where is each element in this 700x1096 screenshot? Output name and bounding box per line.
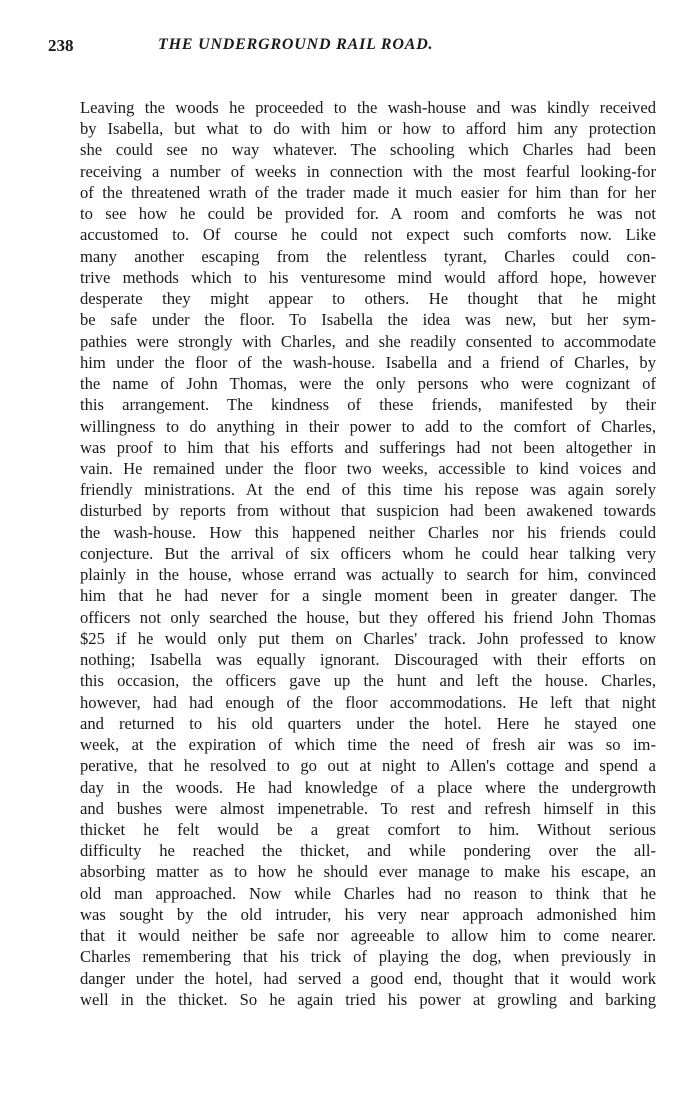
- text-line: [80, 607, 656, 628]
- body-text: [80, 97, 656, 1010]
- text-line-content: vain. He remained under the floor two weeks, accessible to kind voices and: [80, 458, 656, 478]
- text-line-content: difficulty he reached the thicket, and while pondering over the all-: [80, 841, 656, 861]
- text-line-content: and bushes were almost impenetrable. To rest and refresh himself in this: [80, 798, 656, 818]
- text-line-content: thicket he felt would be a great comfort to him. Without serious: [80, 819, 656, 839]
- text-line-content: was proof to him that his efforts and sufferings had not been altogether in: [80, 437, 656, 457]
- text-line-content: absorbing matter as to how he should ever manage to make his escape, an: [80, 862, 656, 882]
- text-line: [80, 224, 656, 245]
- text-line-content: officers not only searched the house, but they offered his friend John Thomas: [80, 607, 656, 627]
- text-line-content: week, at the expiration of which time the need of fresh air was so im-: [80, 735, 656, 755]
- text-line-content: Leaving the woods he proceeded to the wash-house and was kindly received: [80, 98, 656, 117]
- text-line: [80, 267, 656, 288]
- text-line-content: however, had had enough of the floor accommodations. He left that night: [80, 692, 656, 712]
- text-line-content: him that he had never for a single moment been in greater danger. The: [80, 586, 656, 606]
- text-line-content: Charles remembering that his trick of playing the dog, when previously in: [80, 947, 656, 967]
- text-line: [80, 500, 656, 521]
- text-line: [80, 946, 656, 967]
- text-line-content: this occasion, the officers gave up the hunt and left the house. Charles,: [80, 671, 656, 691]
- text-line: [80, 819, 656, 840]
- text-line-content: well in the thicket. So he again tried his power at growling and barking: [80, 989, 656, 1009]
- text-line: [80, 522, 656, 543]
- page-number: 238: [48, 36, 74, 55]
- text-line: [80, 479, 656, 500]
- text-line: [80, 331, 656, 352]
- text-line: [80, 968, 656, 989]
- text-line: [80, 288, 656, 309]
- text-line: [80, 585, 656, 606]
- text-line-content: this arrangement. The kindness of these friends, manifested by their: [80, 395, 656, 415]
- text-line: [80, 925, 656, 946]
- text-line: [80, 840, 656, 861]
- text-line: [80, 713, 656, 734]
- text-line: [80, 161, 656, 182]
- text-line: [80, 182, 656, 203]
- text-line: [80, 628, 656, 649]
- text-line: [80, 352, 656, 373]
- text-line: [80, 798, 656, 819]
- text-line: [80, 458, 656, 479]
- text-line-content: willingness to do anything in their power to add to the comfort of Charles,: [80, 416, 656, 436]
- text-line-content: day in the woods. He had knowledge of a place where the undergrowth: [80, 777, 656, 797]
- text-line-content: and returned to his old quarters under the hotel. Here he stayed one: [80, 713, 656, 733]
- text-line: [80, 904, 656, 925]
- text-line-content: danger under the hotel, had served a good end, thought that it would work: [80, 968, 656, 988]
- text-line-content: friendly ministrations. At the end of this time his repose was again sorely: [80, 480, 656, 500]
- text-line-content: disturbed by reports from without that suspicion had been awakened towards: [80, 501, 656, 521]
- text-line-content: was sought by the old intruder, his very near approach admonished him: [80, 904, 656, 924]
- text-line: [80, 755, 656, 776]
- running-title: THE UNDERGROUND RAIL ROAD.: [158, 36, 434, 53]
- text-line: [80, 649, 656, 670]
- text-line: [80, 97, 656, 118]
- text-line-content: $25 if he would only put them on Charles' track. John professed to know: [80, 628, 656, 648]
- text-line: [80, 670, 656, 691]
- text-line: [80, 373, 656, 394]
- text-line-content: by Isabella, but what to do with him or how to afford him any protection: [80, 119, 656, 139]
- text-line-content: accustomed to. Of course he could not expect such comforts now. Like: [80, 225, 656, 245]
- text-line-content: old man approached. Now while Charles had no reason to think that he: [80, 883, 656, 903]
- page-header: [48, 36, 656, 60]
- text-line-content: desperate they might appear to others. He thought that he might: [80, 289, 656, 309]
- text-line-content: the name of John Thomas, were the only persons who were cognizant of: [80, 374, 656, 394]
- text-line: [80, 734, 656, 755]
- text-line-content: many another escaping from the relentless tyrant, Charles could con-: [80, 246, 656, 266]
- text-line: [80, 437, 656, 458]
- text-line: [80, 777, 656, 798]
- text-line-content: to see how he could be provided for. A room and comforts he was not: [80, 204, 656, 224]
- text-line-content: that it would neither be safe nor agreeable to allow him to come nearer.: [80, 926, 656, 946]
- text-line-content: receiving a number of weeks in connection with the most fearful looking-for: [80, 161, 656, 181]
- text-line-content: him under the floor of the wash-house. Isabella and a friend of Charles, by: [80, 352, 656, 372]
- text-line: [80, 989, 656, 1010]
- text-line-content: she could see no way whatever. The schooling which Charles had been: [80, 140, 656, 160]
- text-line: [80, 203, 656, 224]
- text-line-content: of the threatened wrath of the trader made it much easier for him than for her: [80, 182, 656, 202]
- text-line-content: be safe under the floor. To Isabella the idea was new, but her sym-: [80, 310, 656, 330]
- text-line-content: trive methods which to his venturesome mind would afford hope, however: [80, 267, 656, 287]
- text-line: [80, 139, 656, 160]
- text-line: [80, 543, 656, 564]
- text-line: [80, 118, 656, 139]
- text-line-content: plainly in the house, whose errand was actually to search for him, convinced: [80, 565, 656, 585]
- text-line: [80, 692, 656, 713]
- text-line: [80, 883, 656, 904]
- text-line-content: pathies were strongly with Charles, and she readily consented to accommodate: [80, 331, 656, 351]
- text-line-content: conjecture. But the arrival of six officers whom he could hear talking very: [80, 543, 656, 563]
- text-line-content: the wash-house. How this happened neither Charles nor his friends could: [80, 522, 656, 542]
- text-line-content: perative, that he resolved to go out at night to Allen's cottage and spend a: [80, 756, 656, 776]
- text-line: [80, 309, 656, 330]
- text-line: [80, 394, 656, 415]
- text-line: [80, 564, 656, 585]
- text-line: [80, 416, 656, 437]
- text-line: [80, 246, 656, 267]
- text-line-content: nothing; Isabella was equally ignorant. Discouraged with their efforts on: [80, 650, 656, 670]
- text-line: [80, 861, 656, 882]
